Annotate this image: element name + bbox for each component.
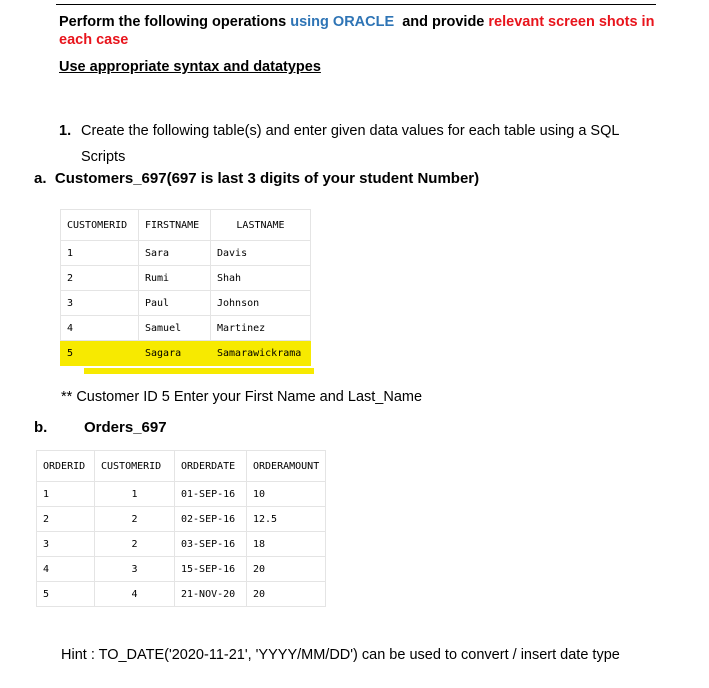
cell: 03-SEP-16 [175, 532, 247, 557]
heading-part-3: and provide [394, 14, 489, 30]
table-header-row [61, 210, 311, 241]
cell: 18 [247, 532, 326, 557]
cell: 20 [247, 557, 326, 582]
cell: 15-SEP-16 [175, 557, 247, 582]
cell: 21-NOV-20 [175, 582, 247, 607]
cell: 3 [37, 532, 95, 557]
orders-table [36, 450, 326, 607]
cell: 1 [95, 482, 175, 507]
cell: Sagara [139, 341, 211, 366]
highlight-mark [84, 368, 314, 374]
heading-part-4: relevant screen shots in each case [59, 14, 655, 48]
table-row [61, 266, 311, 291]
cell: 5 [61, 341, 139, 366]
table-row [61, 291, 311, 316]
heading-part-2: using ORACLE [290, 14, 395, 30]
question-line-2: Scripts [81, 149, 126, 165]
cell: 2 [95, 532, 175, 557]
cell: 10 [247, 482, 326, 507]
table-row [37, 582, 326, 607]
cell: 4 [95, 582, 175, 607]
column-header-lastname: LASTNAME [211, 210, 311, 241]
table-row [37, 482, 326, 507]
cell: 2 [95, 507, 175, 532]
question-line-1: Create the following table(s) and enter given data values for each table using a SQL [81, 123, 620, 139]
cell: Martinez [211, 316, 311, 341]
section-b-label: b. [34, 419, 48, 436]
cell: 3 [95, 557, 175, 582]
table-row [61, 316, 311, 341]
table-header-row [37, 451, 326, 482]
cell: 4 [61, 316, 139, 341]
cell: 4 [37, 557, 95, 582]
table-row [37, 557, 326, 582]
cell: 2 [61, 266, 139, 291]
question-number: 1. [59, 123, 72, 139]
cell: Sara [139, 241, 211, 266]
cell: 1 [61, 241, 139, 266]
cell: 01-SEP-16 [175, 482, 247, 507]
question-1 [59, 118, 619, 170]
cell: Shah [211, 266, 311, 291]
cell: 20 [247, 582, 326, 607]
hint-text: Hint : TO_DATE('2020-11-21', 'YYYY/MM/DD') can be used to convert / insert date type [61, 647, 620, 663]
instruction-heading [59, 13, 689, 49]
cell: Johnson [211, 291, 311, 316]
top-rule [56, 4, 656, 5]
section-a-heading [34, 170, 479, 187]
section-a-label: a. [34, 170, 47, 187]
table-row-highlighted [61, 341, 311, 366]
cell: Samarawickrama [211, 341, 311, 366]
cell: Davis [211, 241, 311, 266]
column-header-orderamount: ORDERAMOUNT [247, 451, 326, 482]
customer-note: ** Customer ID 5 Enter your First Name and Last_Name [61, 389, 423, 405]
cell: 1 [37, 482, 95, 507]
column-header-customerid: CUSTOMERID [95, 451, 175, 482]
column-header-orderid: ORDERID [37, 451, 95, 482]
syntax-subheading: Use appropriate syntax and datatypes [59, 59, 321, 75]
column-header-orderdate: ORDERDATE [175, 451, 247, 482]
cell: 02-SEP-16 [175, 507, 247, 532]
table-row [61, 241, 311, 266]
section-b-title: Orders_697 [84, 419, 167, 436]
column-header-firstname: FIRSTNAME [139, 210, 211, 241]
cell: Paul [139, 291, 211, 316]
cell: 5 [37, 582, 95, 607]
cell: 2 [37, 507, 95, 532]
heading-part-1: Perform the following operations [59, 14, 291, 30]
cell: 12.5 [247, 507, 326, 532]
cell: 3 [61, 291, 139, 316]
table-row [37, 532, 326, 557]
customers-table [60, 209, 311, 366]
cell: Rumi [139, 266, 211, 291]
section-a-title: Customers_697(697 is last 3 digits of your student Number) [54, 170, 480, 187]
table-row [37, 507, 326, 532]
cell: Samuel [139, 316, 211, 341]
column-header-customerid: CUSTOMERID [61, 210, 139, 241]
